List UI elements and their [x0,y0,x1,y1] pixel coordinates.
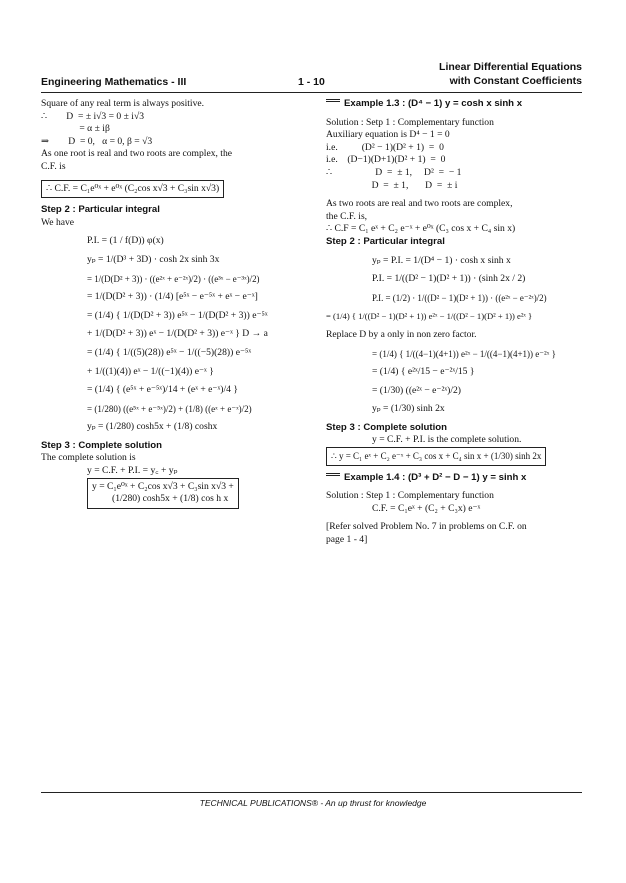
step-heading: Step 3 : Complete solution [326,421,447,433]
solution-heading: Solution : Setp 1 : Complementary function [326,116,494,128]
particular-integral-result: yₚ = (1/30) sinh 2x [372,403,445,415]
math-line: = α ± iβ [41,123,110,135]
example-heading: Example 1.4 : (D³ + D² − D − 1) y = sinh x [344,471,527,483]
math-line: i.e. (D−1)(D+1)(D² + 1) = 0 [326,154,446,166]
header-page-number: 1 - 10 [298,76,325,88]
math-line: + 1/(D(D² + 3)) eˣ − 1/(D(D² + 3)) e⁻ˣ } D → a [87,328,268,340]
math-line: y = C.F. + P.I. = y꜀ + yₚ [87,465,178,477]
math-line: = (1/4) { 1/((5)(28)) e⁵ˣ − 1/((−5)(28)) e⁻⁵ˣ [87,346,252,358]
text-line: Auxiliary equation is D⁴ − 1 = 0 [326,129,450,141]
solution-heading: Solution : Step 1 : Complementary function [326,490,494,502]
text-line: Replace D by a only in non zero factor. [326,328,477,340]
math-line: = 1/(D(D² + 3)) · (1/4) [e⁵ˣ − e⁻⁵ˣ + eˣ − e⁻ˣ] [87,291,258,303]
chapter-title-line1: Linear Differential Equations [439,61,582,73]
math-line: (1/280) cosh5x + (1/8) cos h x [112,493,229,505]
example-arrow-icon [326,473,340,482]
math-line: + 1/((1)(4)) eˣ − 1/((−1)(4)) e⁻ˣ } [87,365,214,377]
math-line: C.F. = C₁eˣ + (C₂ + C₃x) e⁻ˣ [372,502,481,514]
step-heading: Step 2 : Particular integral [41,204,160,216]
math-line: ∴ D = ± 1, D² = − 1 [326,166,462,178]
math-line: = (1/4) { 1/((D² − 1)(D² + 1)) e²ˣ − 1/((D² − 1)(D² + 1)) e²ˣ } [326,311,533,322]
left-column [41,98,303,509]
math-line: P.I. = (1/2) · 1/((D² − 1)(D² + 1)) · ((e²ˣ − e⁻²ˣ)/2) [372,292,547,303]
math-line: yₚ = P.I. = 1/(D⁴ − 1) · cosh x sinh x [372,254,511,266]
math-line: yₚ = 1/(D³ + 3D) · cosh 2x sinh 3x [87,253,220,265]
header-book-title: Engineering Mathematics - III [41,76,187,88]
math-line: = (1/4) { (e⁵ˣ + e⁻⁵ˣ)/14 + (eˣ + e⁻ˣ)/4 } [87,384,238,396]
header-chapter-title [439,60,582,88]
text-line: The complete solution is [41,452,136,464]
math-line: P.I. = (1 / f(D)) φ(x) [87,235,164,247]
math-line: ∴ D = ± i√3 = 0 ± i√3 [41,110,145,122]
text-line: Square of any real term is always positive. [41,98,205,109]
example-heading: Example 1.3 : (D⁴ − 1) y = cosh x sinh x [344,98,523,109]
text-line: As two roots are real and two roots are complex, [326,198,513,210]
text-line: [Refer solved Problem No. 7 in problems on C.F. on [326,521,527,533]
math-line: = 1/(D(D² + 3)) · ((e²ˣ + e⁻²ˣ)/2) · ((e³ˣ − e⁻³ˣ)/2) [87,273,260,284]
footer-publisher: TECHNICAL PUBLICATIONS® - An up thrust for knowledge [199,798,427,808]
math-line: = (1/30) ((e²ˣ − e⁻²ˣ)/2) [372,384,461,396]
particular-integral-result: yₚ = (1/280) cosh5x + (1/8) coshx [87,421,218,433]
header-rule [41,92,582,93]
complete-solution-box: ∴ y = C₁ eˣ + C₂ e⁻ˣ + C₃ cos x + C₄ sin x + (1/30) sinh 2x [326,447,546,466]
text-line: We have [41,216,75,228]
right-column [326,98,588,547]
math-line: i.e. (D² − 1)(D² + 1) = 0 [326,141,444,153]
complete-solution-box [87,478,239,509]
text-line: As one root is real and two roots are complex, the [41,148,233,160]
step-heading: Step 2 : Particular integral [326,235,445,247]
text-line: page 1 - 4] [326,534,368,546]
math-line: = (1/4) { e²ˣ/15 − e⁻²ˣ/15 } [372,366,475,378]
math-line: D = ± 1, D = ± i [326,179,458,191]
footer-rule [41,792,582,793]
step-heading: Step 3 : Complete solution [41,439,162,451]
math-line: = (1/4) { 1/(D(D² + 3)) e⁵ˣ − 1/(D(D² + 3)) e⁻⁵ˣ [87,309,268,321]
math-line: y = C₁e⁰ˣ + C₂cos x√3 + C₃sin x√3 + [92,480,234,492]
math-line: y = C.F. + P.I. is the complete solution. [372,434,522,446]
math-line: ∴ C.F = C₁ eˣ + C₂ e⁻ˣ + e⁰ˣ (C₃ cos x + C₄ sin x) [326,223,516,235]
text-line: C.F. is [41,160,66,172]
math-line: = (1/4) { 1/((4−1)(4+1)) e²ˣ − 1/((4−1)(4+1)) e⁻²ˣ } [372,348,556,359]
text-line: the C.F. is, [326,210,368,222]
math-line: ⇒ D = 0, α = 0, β = √3 [41,135,153,147]
example-arrow-icon [326,99,340,108]
chapter-title-line2: with Constant Coefficients [449,75,582,87]
math-line: = (1/280) ((e⁵ˣ + e⁻⁵ˣ)/2) + (1/8) ((eˣ + e⁻ˣ)/2) [87,403,252,414]
cf-boxed-result: ∴ C.F. = C₁e⁰ˣ + e⁰ˣ (C₂cos x√3 + C₃sin x√3) [41,180,224,199]
math-line: P.I. = 1/((D² − 1)(D² + 1)) · (sinh 2x / 2) [372,273,526,285]
